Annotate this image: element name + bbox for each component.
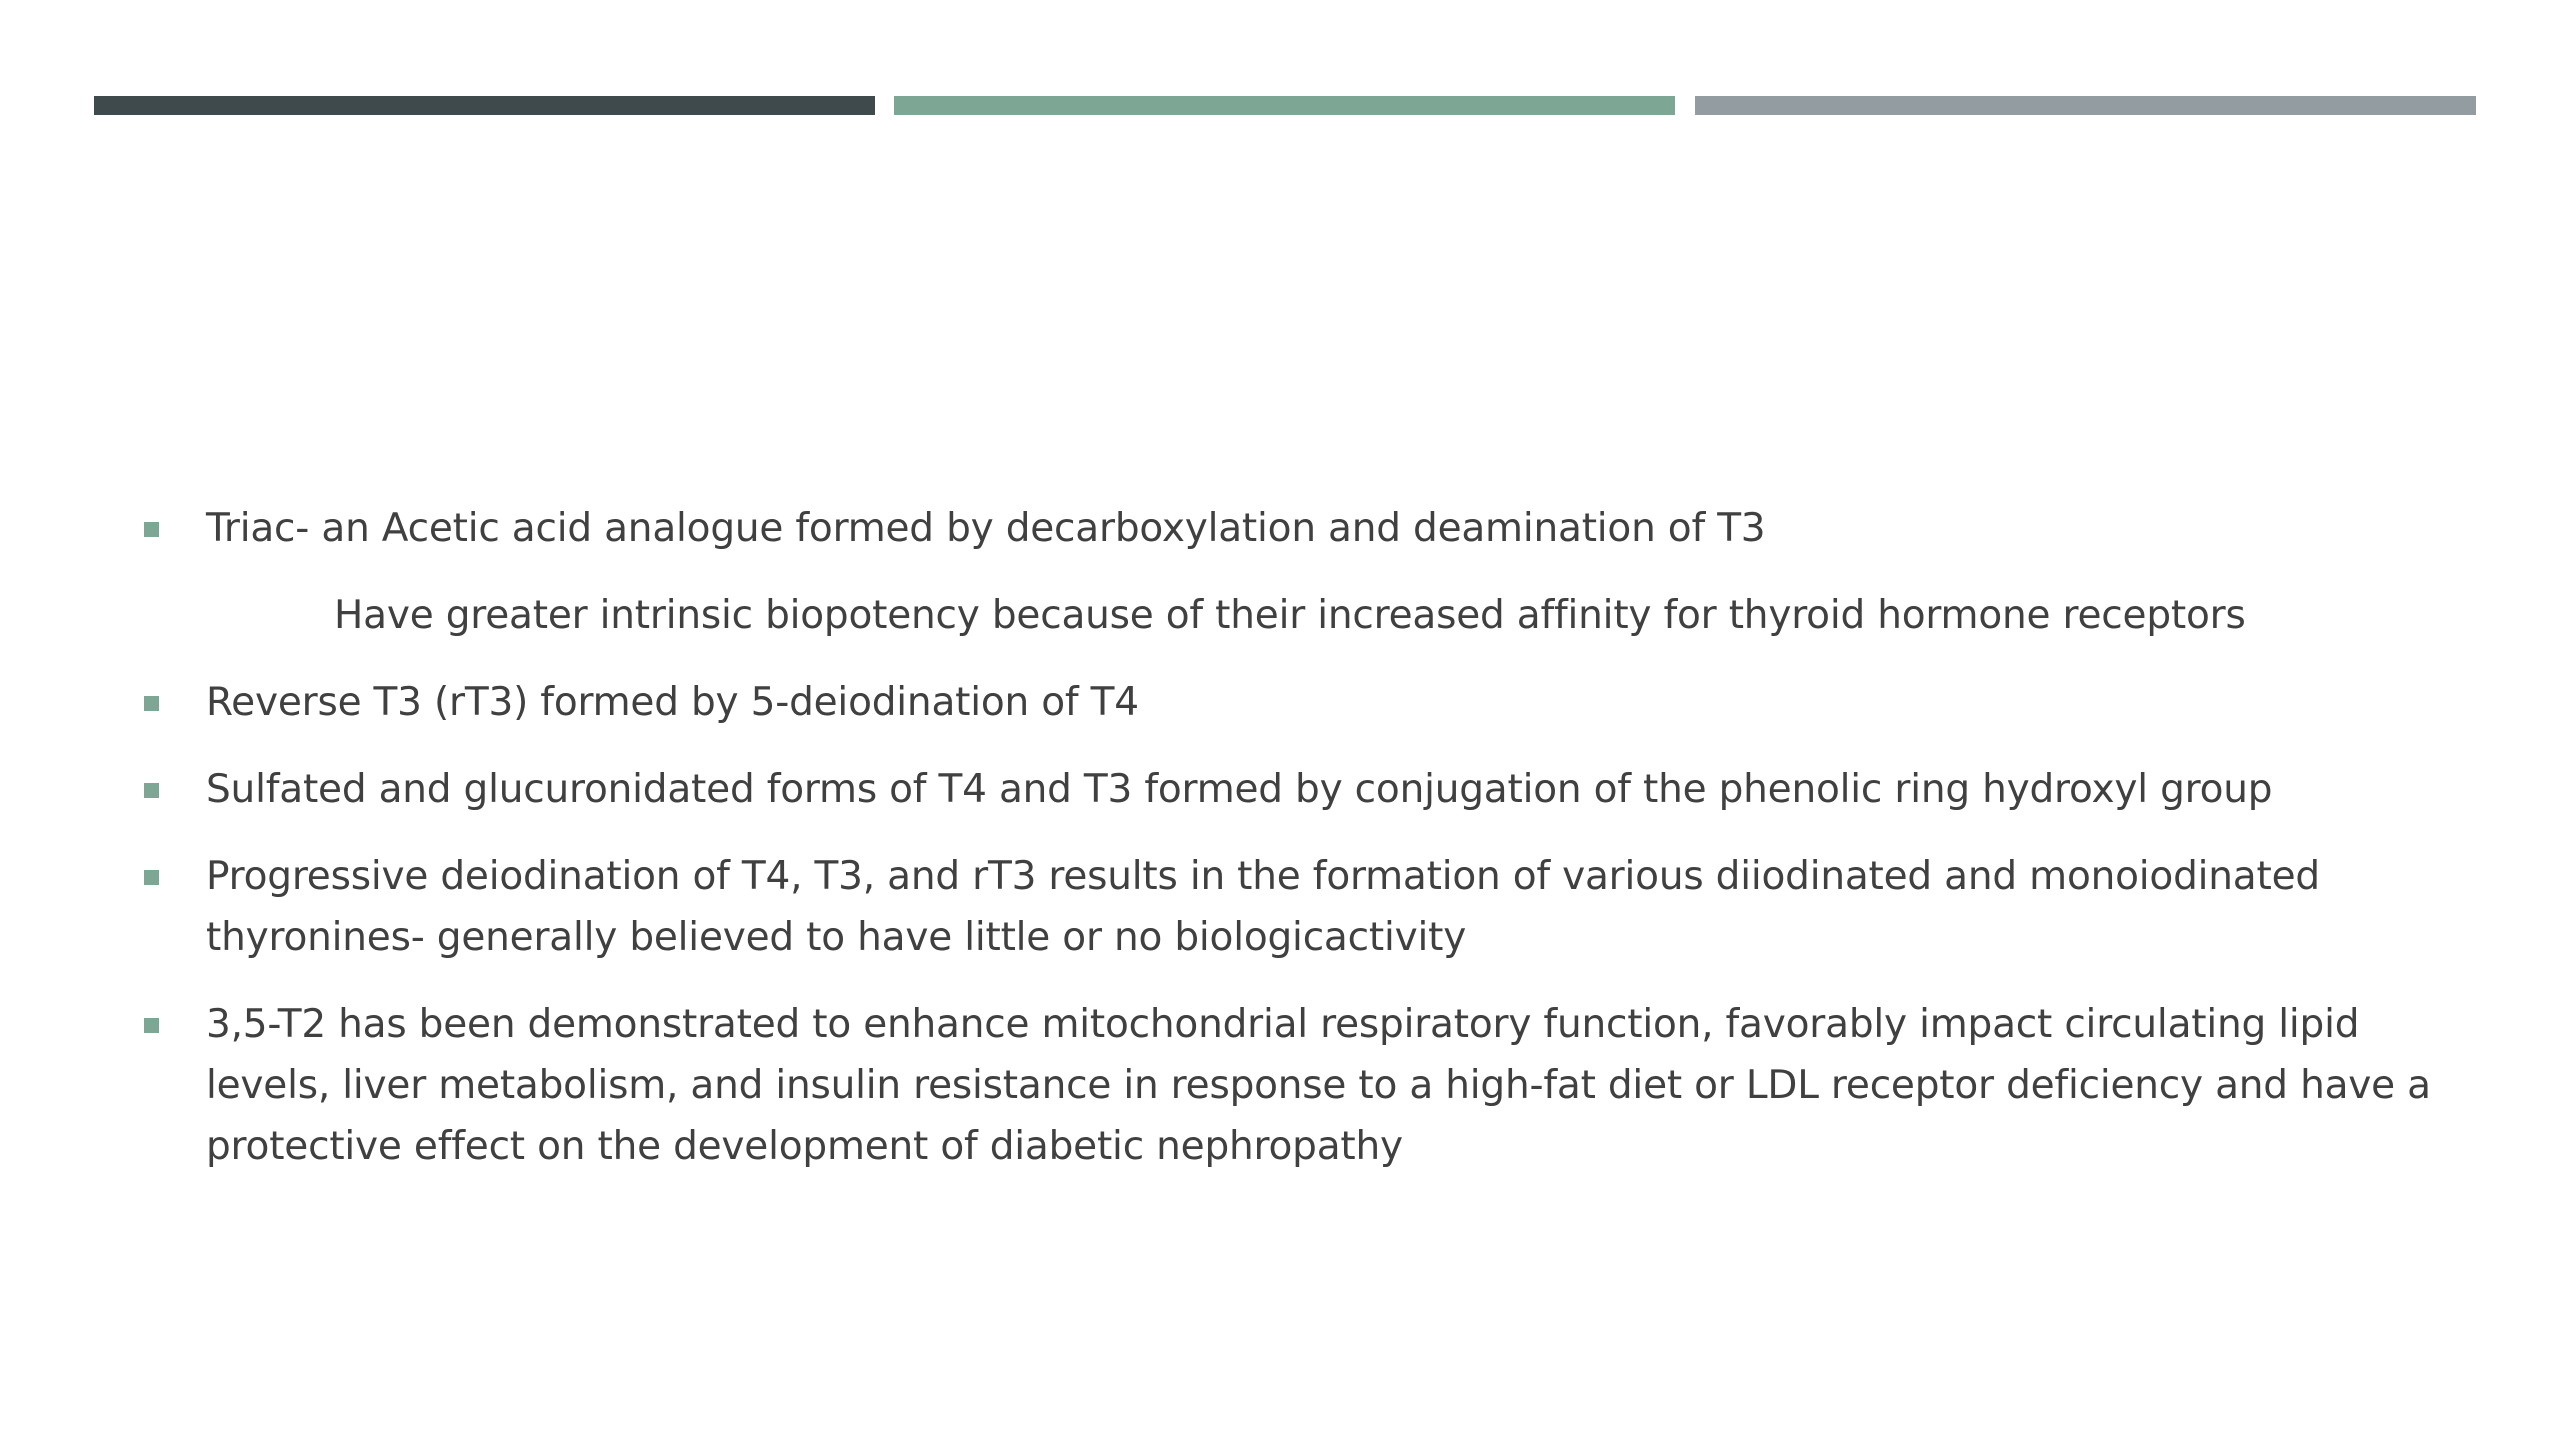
sub-item (334, 585, 2434, 646)
bullet-text: Triac- an Acetic acid analogue formed by decarboxylation and deamination of T3 (206, 506, 1766, 551)
bullet-text: 3,5-T2 has been demonstrated to enhance mitochondrial respiratory function, favorably impact circulating lipid levels, liver metabolism, and insulin resistance in response to a high-fat diet or LDL receptor deficiency and have a protective effect on the development of diabetic nephropathy (206, 1002, 2431, 1169)
sub-item-text: Have greater intrinsic biopotency because of their increased affinity for thyroid hormone receptors (334, 593, 2246, 638)
bullet-item (206, 672, 2446, 733)
bullet-text: Sulfated and glucuronidated forms of T4 and T3 formed by conjugation of the phenolic ring hydroxyl group (206, 767, 2273, 812)
accent-bar-gray (1695, 96, 2476, 115)
square-bullet-icon (144, 1018, 159, 1033)
square-bullet-icon (144, 522, 159, 537)
accent-bar-green (894, 96, 1675, 115)
square-bullet-icon (144, 870, 159, 885)
accent-bar-dark (94, 96, 875, 115)
square-bullet-icon (144, 783, 159, 798)
bullet-item (206, 846, 2446, 968)
bullet-text: Progressive deiodination of T4, T3, and rT3 results in the formation of various diiodinated and monoiodinated thyronines- generally believed to have little or no biologicactivity (206, 854, 2320, 960)
bullet-item (206, 994, 2446, 1177)
bullet-text: Reverse T3 (rT3) formed by 5-deiodination of T4 (206, 680, 1139, 725)
square-bullet-icon (144, 696, 159, 711)
bullet-item (206, 759, 2446, 820)
bullet-item (206, 498, 2446, 559)
